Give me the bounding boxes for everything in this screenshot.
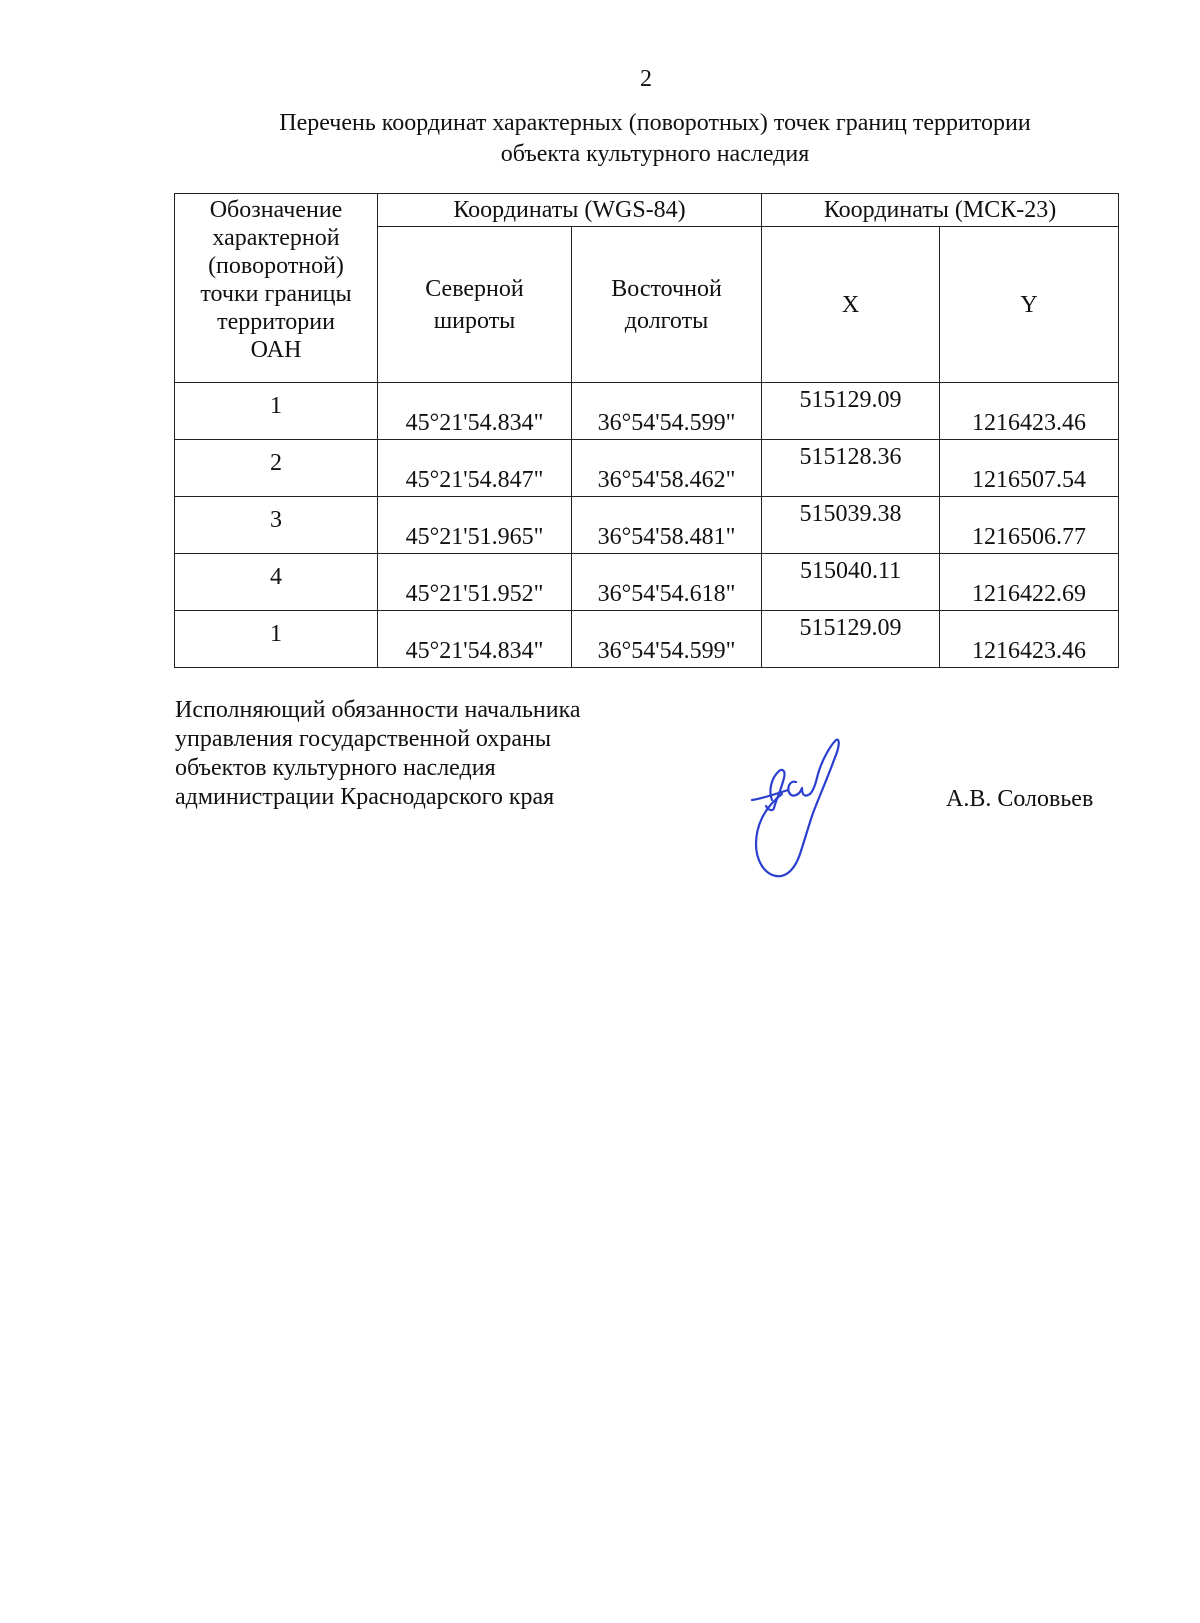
table-header-row-1 (175, 194, 1119, 227)
cell-point-id: 1 (175, 611, 378, 668)
page-number: 2 (640, 66, 652, 92)
cell-y: 1216507.54 (940, 440, 1119, 497)
cell-point-id: 3 (175, 497, 378, 554)
signer-position-line-4: администрации Краснодарского края (175, 784, 555, 810)
table-row (175, 497, 1119, 554)
cell-x: 515039.38 (762, 497, 940, 554)
table-row (175, 554, 1119, 611)
header-latitude: Северной широты (378, 227, 572, 383)
cell-x: 515128.36 (762, 440, 940, 497)
cell-point-id: 4 (175, 554, 378, 611)
header-longitude: Восточной долготы (572, 227, 762, 383)
table-row (175, 383, 1119, 440)
cell-latitude: 45°21'51.965" (378, 497, 572, 554)
signer-position-line-1: Исполняющий обязанности начальника (175, 697, 581, 723)
cell-y: 1216423.46 (940, 611, 1119, 668)
cell-x: 515129.09 (762, 611, 940, 668)
header-point-label: Обозначение характерной (поворотной) точки границы территории ОАН (175, 194, 378, 383)
cell-x: 515040.11 (762, 554, 940, 611)
cell-x: 515129.09 (762, 383, 940, 440)
cell-longitude: 36°54'54.599" (572, 383, 762, 440)
cell-longitude: 36°54'58.481" (572, 497, 762, 554)
title-line-2: объекта культурного наследия (500, 141, 810, 167)
cell-latitude: 45°21'51.952" (378, 554, 572, 611)
cell-latitude: 45°21'54.834" (378, 611, 572, 668)
cell-point-id: 2 (175, 440, 378, 497)
table-row (175, 611, 1119, 668)
coordinates-table (174, 193, 1119, 668)
cell-y: 1216423.46 (940, 383, 1119, 440)
header-group-wgs84: Координаты (WGS-84) (378, 194, 762, 227)
cell-longitude: 36°54'58.462" (572, 440, 762, 497)
header-x: X (762, 227, 940, 383)
header-group-msk23: Координаты (МСК-23) (762, 194, 1119, 227)
cell-longitude: 36°54'54.599" (572, 611, 762, 668)
cell-longitude: 36°54'54.618" (572, 554, 762, 611)
signer-name: А.В. Соловьев (946, 786, 1094, 812)
signer-position-line-2: управления государственной охраны (175, 726, 551, 752)
signature-stroke (766, 770, 785, 810)
cell-latitude: 45°21'54.847" (378, 440, 572, 497)
header-y: Y (940, 227, 1119, 383)
cell-latitude: 45°21'54.834" (378, 383, 572, 440)
cell-y: 1216506.77 (940, 497, 1119, 554)
signer-position (175, 696, 581, 812)
document-title (175, 108, 1135, 170)
title-line-1: Перечень координат характерных (поворотных) точек границ территории (279, 110, 1031, 136)
handwritten-signature (738, 738, 858, 880)
cell-y: 1216422.69 (940, 554, 1119, 611)
cell-point-id: 1 (175, 383, 378, 440)
table-row (175, 440, 1119, 497)
signer-position-line-3: объектов культурного наследия (175, 755, 496, 781)
signature-stroke (756, 740, 839, 877)
